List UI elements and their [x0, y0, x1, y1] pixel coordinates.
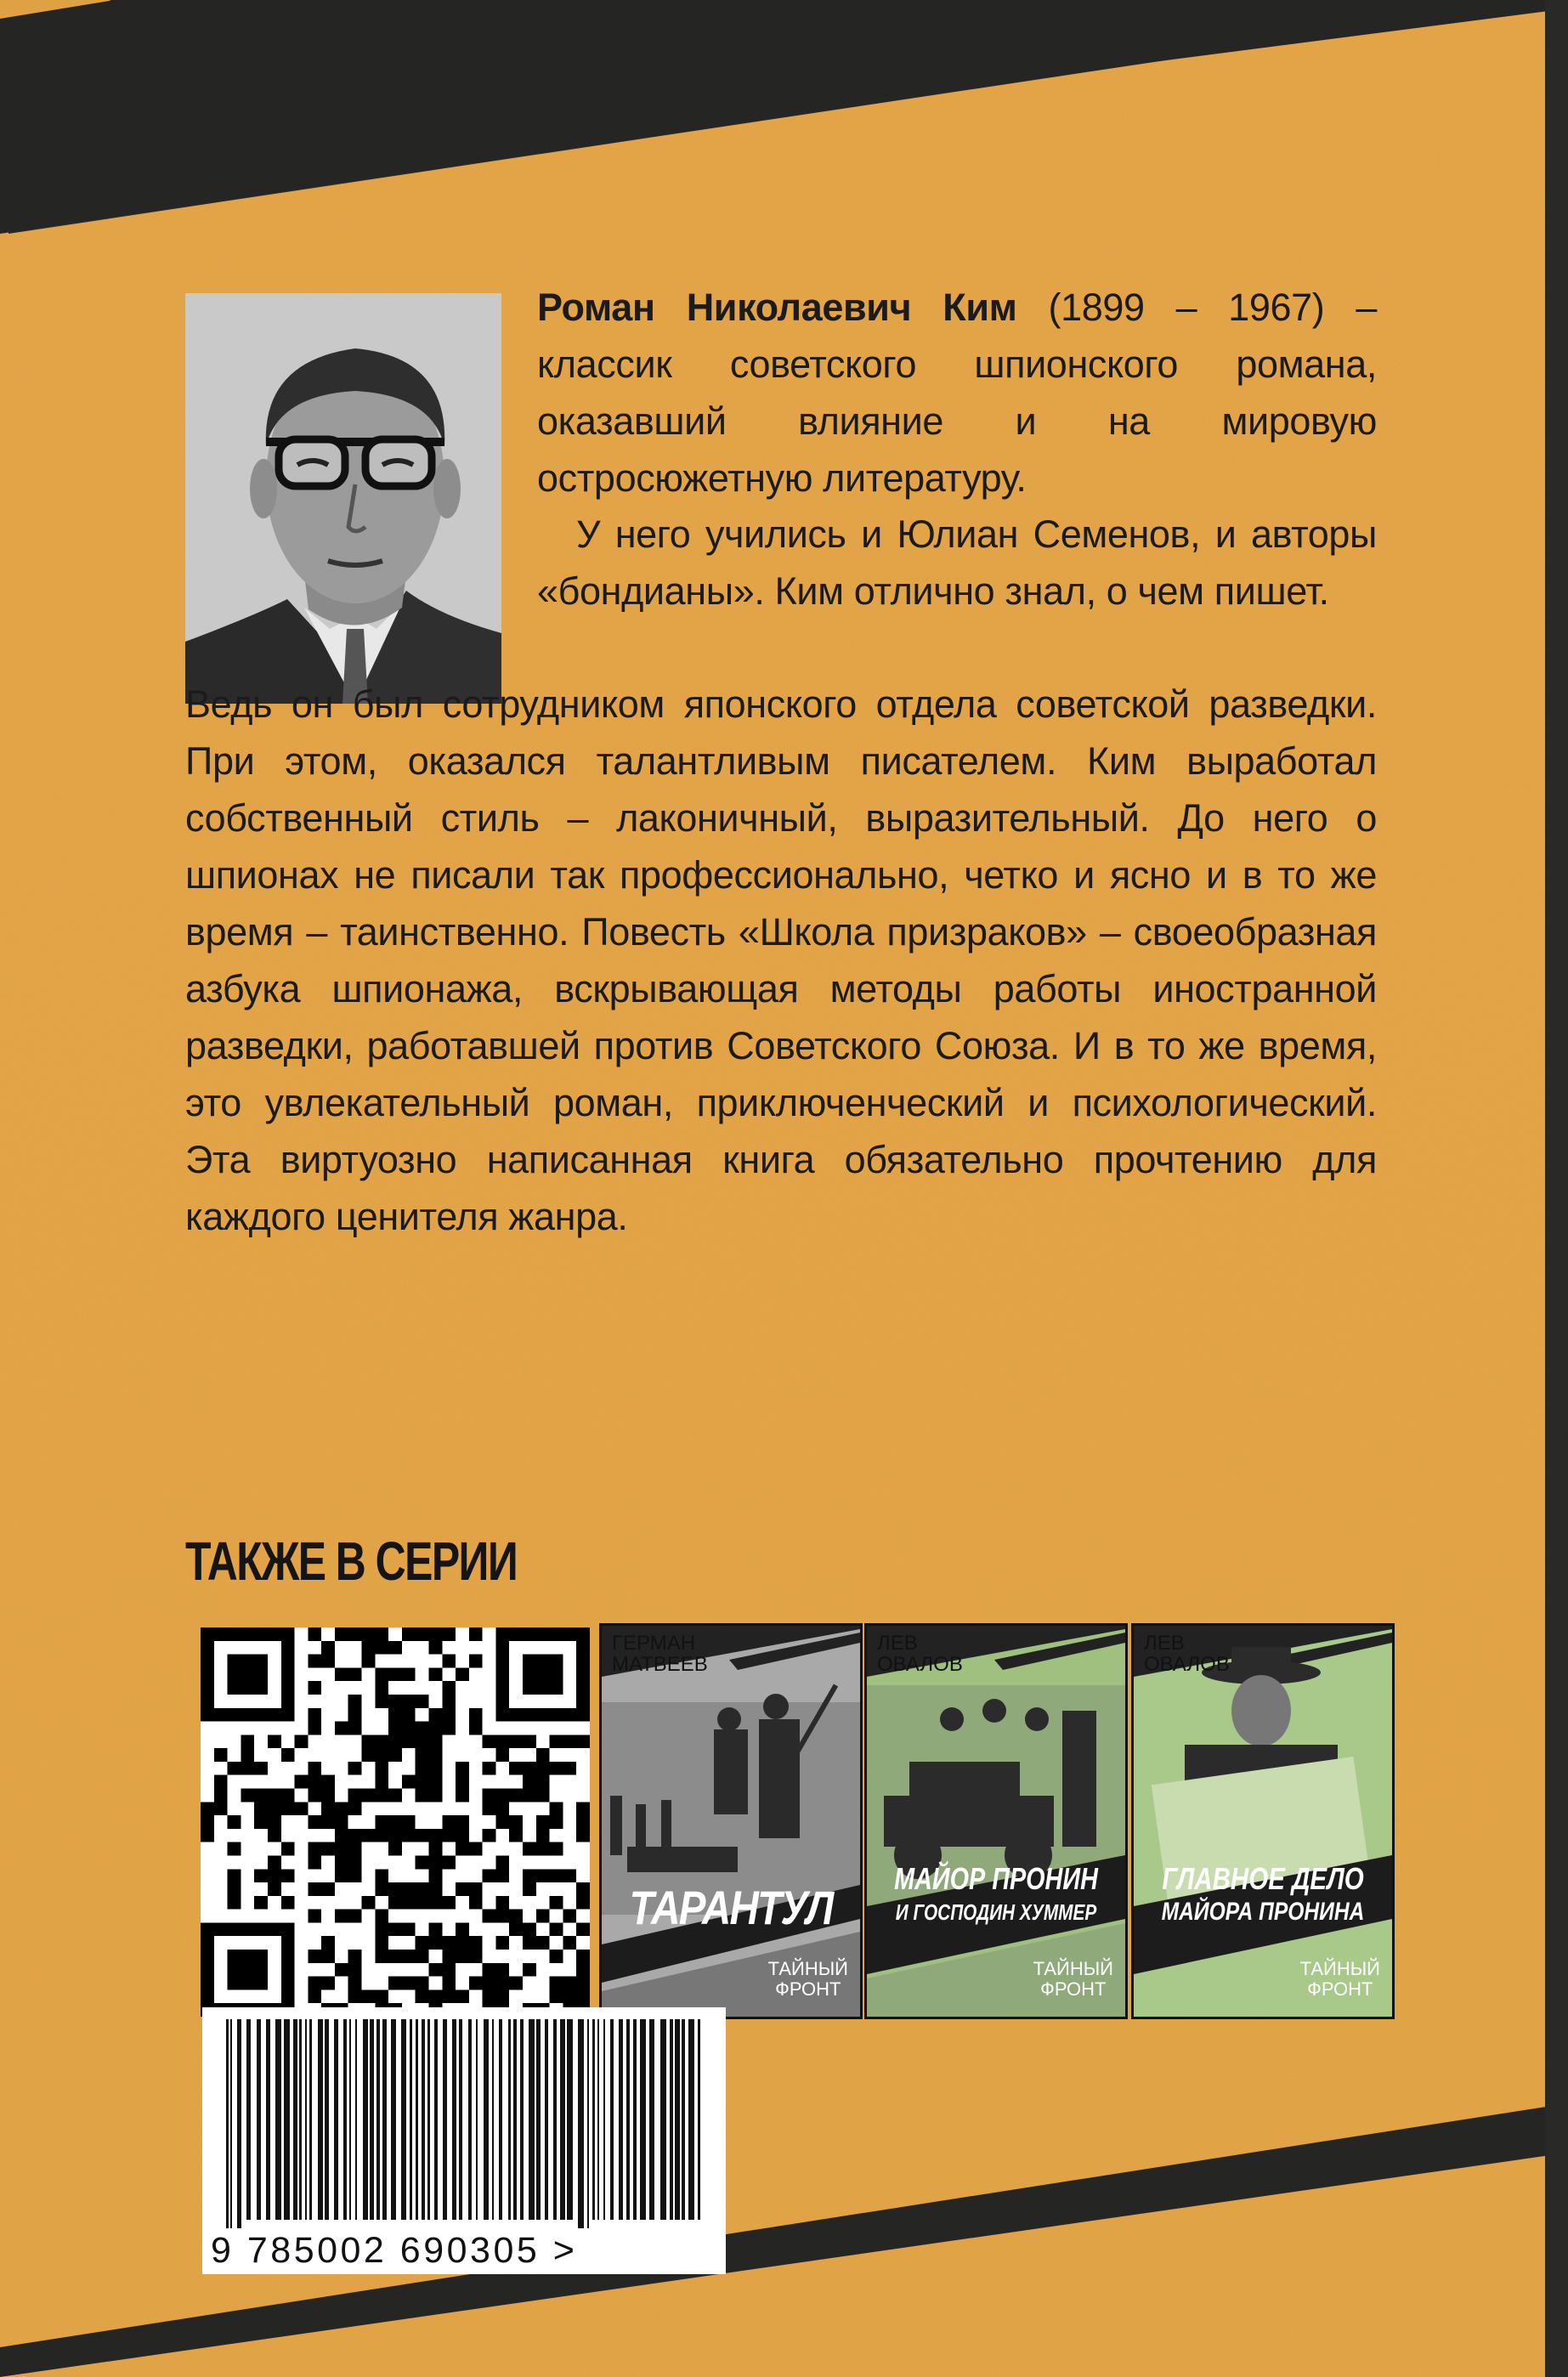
book-title: ТАРАНТУЛ — [629, 1881, 833, 1934]
author-name: Роман Николаевич Ким — [537, 286, 1017, 329]
book-author: ГЕРМАН МАТВЕЕВ — [612, 1632, 708, 1676]
series-heading: ТАКЖЕ В СЕРИИ — [185, 1531, 518, 1592]
bio-paragraph-2: У него учились и Юлиан Семенов, и авторы «бондианы». Ким отлично знал, о чем пишет. — [537, 512, 1377, 613]
series-book-glavnoe-delo[interactable] — [1134, 1626, 1392, 2017]
bio-intro-text: (1899 – 1967) – классик советского шпионского романа, оказавший влияние и на мировую остросюжетную литературу. — [537, 286, 1377, 500]
book-series-label: ТАЙНЫЙ ФРОНТ — [1033, 1958, 1113, 2000]
bio-paragraph-1 — [537, 279, 1377, 507]
isbn-barcode — [202, 2007, 726, 2274]
isbn-digits: 9 785002 690305 > — [211, 2230, 578, 2271]
book-author: ЛЕВ ОВАЛОВ — [877, 1632, 963, 1676]
book-series-label: ТАЙНЫЙ ФРОНТ — [1299, 1958, 1380, 2000]
series-book-pronin-hummer[interactable] — [867, 1626, 1125, 2017]
book-title: ГЛАВНОЕ ДЕЛО МАЙОРА ПРОНИНА — [1161, 1861, 1365, 1926]
series-book-tarantul[interactable] — [602, 1626, 860, 2017]
author-photo — [185, 293, 501, 704]
book-title: МАЙОР ПРОНИН И ГОСПОДИН ХУММЕР — [894, 1861, 1098, 1925]
qr-code[interactable] — [201, 1627, 590, 2017]
book-author: ЛЕВ ОВАЛОВ — [1144, 1632, 1230, 1676]
bio-paragraph-3: Ведь он был сотрудником японского отдела советской разведки. При этом, оказался талантливым писателем. Ким выработал собственный стиль – лаконичный, выразительный. До него о шпионах не писали так профессионально, четко и ясно и в то же время – таинственно. Повесть «Школа призраков» – своеобразная азбука шпионажа, вскрывающая методы работы иностранной разведки, работавшей против Советского Союза. И в то же время, это увлекательный роман, приключенческий и психологический. Эта виртуозно написанная книга обязательно прочтению для каждого ценителя жанра. — [185, 682, 1377, 1238]
book-series-label: ТАЙНЫЙ ФРОНТ — [767, 1958, 848, 2000]
